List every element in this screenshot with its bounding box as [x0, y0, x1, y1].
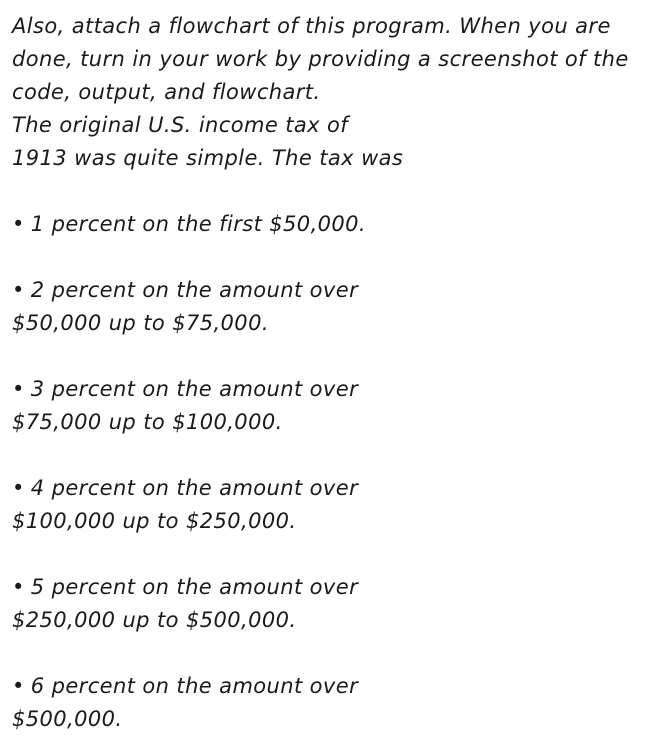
intro-line: done, turn in your work by providing a screenshot of the [12, 47, 629, 71]
bullet-icon: • [12, 278, 25, 302]
tax-bracket-list [12, 208, 659, 736]
tax-bracket-item [12, 274, 659, 340]
bracket-range: $50,000 up to $75,000. [12, 311, 269, 335]
bracket-range: $250,000 up to $500,000. [12, 608, 297, 632]
bracket-text: 6 percent on the amount over [30, 674, 359, 698]
bracket-text: 1 percent on the first $50,000. [30, 212, 366, 236]
intro-paragraph [12, 10, 659, 175]
spacer [12, 175, 659, 208]
intro-line: Also, attach a flowchart of this program. When you are [12, 14, 611, 38]
bracket-range: $100,000 up to $250,000. [12, 509, 297, 533]
bracket-range: $500,000. [12, 707, 123, 731]
spacer [12, 538, 659, 571]
bullet-icon: • [12, 674, 25, 698]
tax-bracket-item [12, 208, 659, 241]
tax-bracket-item [12, 472, 659, 538]
bullet-icon: • [12, 476, 25, 500]
spacer [12, 340, 659, 373]
tax-bracket-item [12, 571, 659, 637]
bracket-text: 5 percent on the amount over [30, 575, 359, 599]
bracket-text: 2 percent on the amount over [30, 278, 359, 302]
bracket-text: 3 percent on the amount over [30, 377, 359, 401]
bracket-range: $75,000 up to $100,000. [12, 410, 283, 434]
intro-line: code, output, and flowchart. [12, 80, 321, 104]
spacer [12, 241, 659, 274]
intro-line: 1913 was quite simple. The tax was [12, 146, 404, 170]
bullet-icon: • [12, 575, 25, 599]
bracket-text: 4 percent on the amount over [30, 476, 359, 500]
bullet-icon: • [12, 377, 25, 401]
bullet-icon: • [12, 212, 25, 236]
tax-bracket-item [12, 373, 659, 439]
spacer [12, 439, 659, 472]
tax-bracket-item [12, 670, 659, 736]
intro-line: The original U.S. income tax of [12, 113, 349, 137]
spacer [12, 637, 659, 670]
